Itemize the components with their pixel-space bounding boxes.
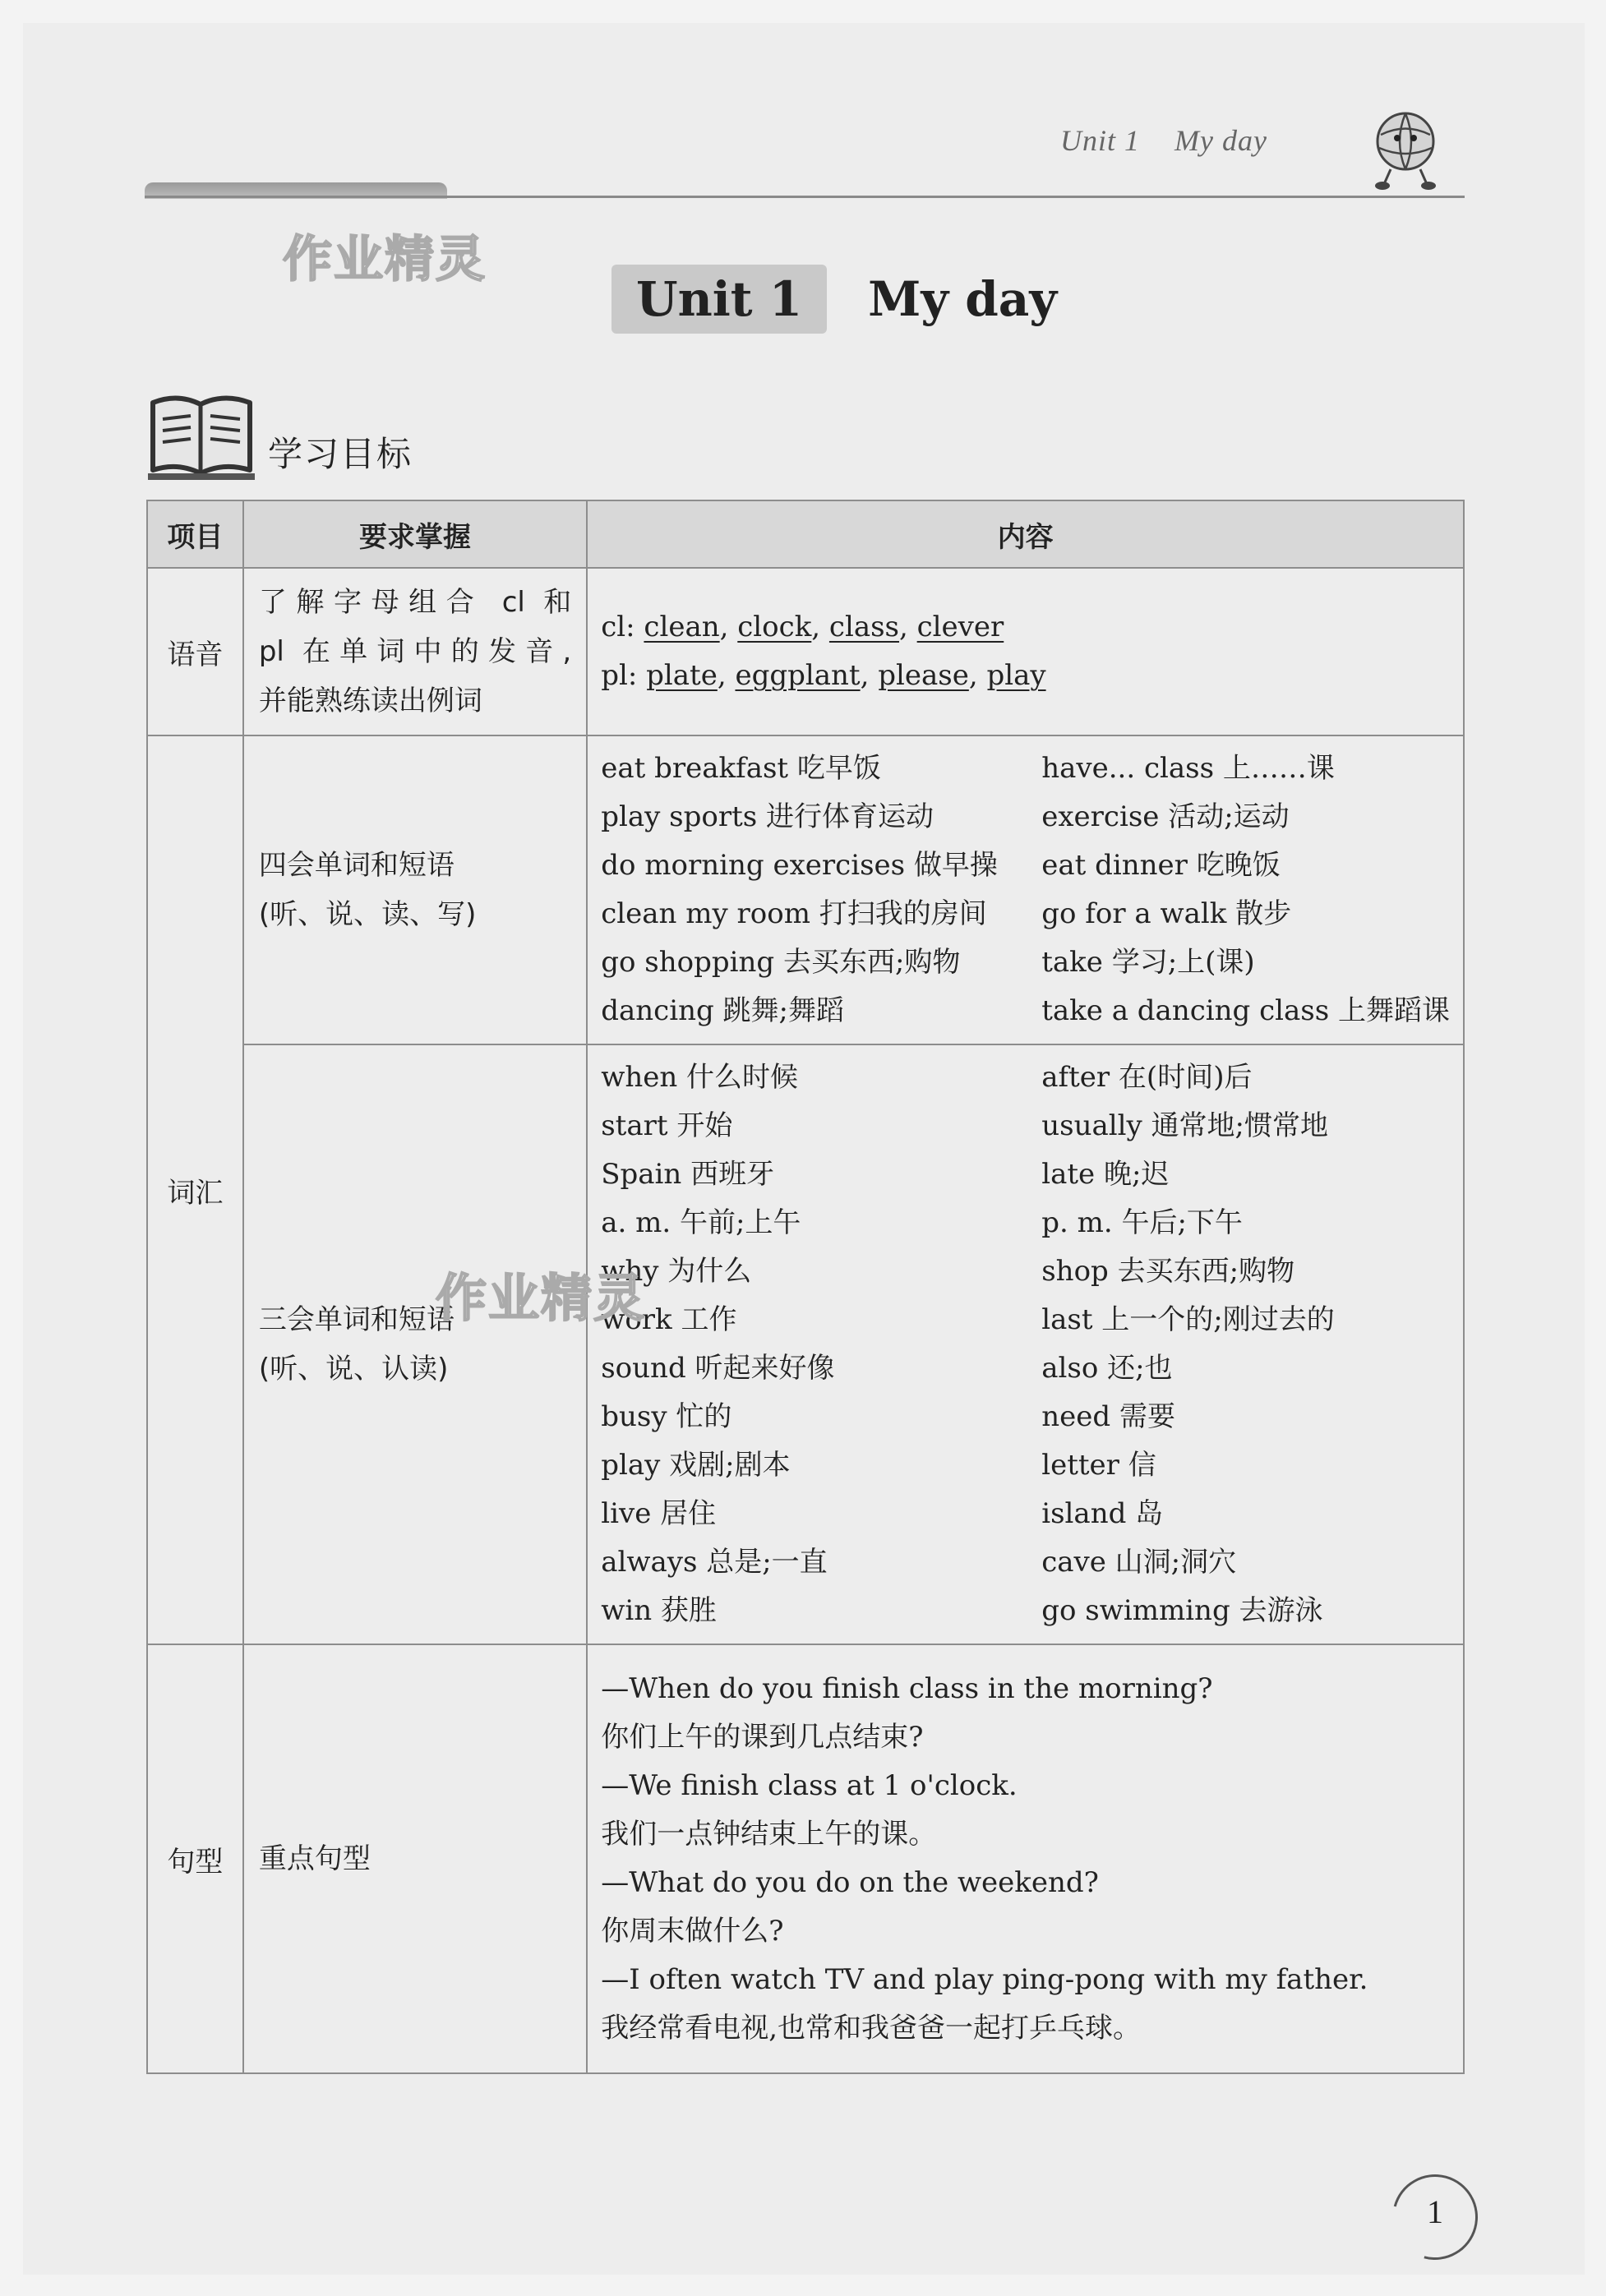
vocab-item: go swimming 去游泳 — [1041, 1594, 1323, 1627]
vocab-item: go shopping 去买东西;购物 — [601, 946, 961, 979]
category-vocab: 词汇 — [147, 735, 243, 1644]
vocab-item: why 为什么 — [601, 1255, 752, 1288]
content-four-skills — [587, 735, 1464, 1044]
content-sentences — [587, 1644, 1464, 2073]
cl-prefix: cl: — [601, 611, 635, 643]
vocab-item: dancing 跳舞;舞蹈 — [601, 994, 845, 1027]
pl-word: plate — [646, 659, 718, 692]
requirement-line: 三会单词和短语 — [258, 1303, 455, 1336]
vocab-item: clean my room 打扫我的房间 — [601, 897, 987, 930]
vocab-item: shop 去买东西;购物 — [1041, 1255, 1295, 1288]
header-requirement: 要求掌握 — [243, 500, 587, 568]
header-item: 项目 — [147, 500, 243, 568]
sentence-line: 我经常看电视,也常和我爸爸一起打乒乓球。 — [601, 2012, 1142, 2045]
running-header-unit: Unit 1 — [1060, 124, 1141, 157]
sentence-line: —What do you do on the weekend? — [601, 1866, 1099, 1899]
vocab-item: have... class 上……课 — [1041, 752, 1335, 785]
requirement-line: 并能熟练读出例词 — [258, 685, 482, 717]
watermark: 作业精灵 — [283, 231, 487, 288]
vocab-item: letter 信 — [1041, 1449, 1156, 1482]
vocab-item: Spain 西班牙 — [601, 1158, 775, 1191]
vocab-item: work 工作 — [601, 1303, 737, 1336]
sentence-line: 我们一点钟结束上午的课。 — [601, 1818, 937, 1851]
title-name: My day — [868, 271, 1058, 327]
table-row-vocab-three — [147, 1044, 1464, 1644]
vocab-item: busy 忙的 — [601, 1400, 732, 1433]
title-unit: Unit 1 — [611, 265, 827, 334]
page-number: 1 — [1427, 2193, 1443, 2230]
category-sentences: 句型 — [147, 1644, 243, 2073]
cl-word: clever — [916, 611, 1004, 643]
vocab-item: island 岛 — [1041, 1497, 1164, 1530]
sentence-line: —When do you finish class in the morning? — [601, 1672, 1213, 1705]
running-header-topic: My day — [1175, 124, 1267, 157]
section-title: 学习目标 — [268, 434, 413, 474]
vocab-item: need 需要 — [1041, 1400, 1175, 1433]
sentence-line: —We finish class at 1 o'clock. — [601, 1769, 1018, 1802]
page-title — [611, 265, 1057, 334]
mascot-globe-icon — [1364, 102, 1447, 192]
sentence-line: —I often watch TV and play ping-pong with my father. — [601, 1963, 1368, 1996]
requirement-line: (听、说、读、写) — [258, 898, 477, 931]
vocab-item: eat dinner 吃晚饭 — [1041, 849, 1281, 882]
vocab-item: always 总是;一直 — [601, 1546, 828, 1579]
pl-prefix: pl: — [601, 659, 638, 692]
cl-word: clock — [737, 611, 812, 643]
requirement-phonics — [243, 568, 587, 735]
requirement-line: 了解字母组合 cl 和 — [258, 586, 572, 619]
requirement-line: 四会单词和短语 — [258, 849, 455, 882]
requirement-line: pl 在单词中的发音, — [258, 635, 572, 668]
content-three-skills — [587, 1044, 1464, 1644]
requirement-line: (听、说、认读) — [258, 1353, 449, 1385]
vocab-item: late 晚;迟 — [1041, 1158, 1170, 1191]
vocab-item: sound 听起来好像 — [601, 1352, 835, 1385]
vocab-item: win 获胜 — [601, 1594, 717, 1627]
pl-word: please — [878, 659, 969, 692]
table-row-vocab-four — [147, 735, 1464, 1044]
vocab-item: a. m. 午前;上午 — [601, 1206, 801, 1239]
open-book-icon — [148, 391, 255, 482]
header-content: 内容 — [587, 500, 1464, 568]
requirement-four-skills — [243, 735, 587, 1044]
vocab-item: play 戏剧;剧本 — [601, 1449, 791, 1482]
sentence-line: 你周末做什么? — [601, 1915, 784, 1948]
requirement-sentences: 重点句型 — [243, 1644, 587, 2073]
learning-goals-table — [146, 500, 1465, 2074]
vocab-item: play sports 进行体育运动 — [601, 800, 935, 833]
running-header — [1060, 123, 1267, 158]
vocab-item: go for a walk 散步 — [1041, 897, 1292, 930]
vocab-item: cave 山洞;洞穴 — [1041, 1546, 1237, 1579]
table-header-row — [147, 500, 1464, 568]
cl-word: class — [828, 611, 900, 643]
vocab-item: usually 通常地;惯常地 — [1041, 1109, 1328, 1142]
vocab-item: eat breakfast 吃早饭 — [601, 752, 881, 785]
vocab-item: live 居住 — [601, 1497, 717, 1530]
vocab-item: exercise 活动;运动 — [1041, 800, 1290, 833]
vocab-item: take 学习;上(课) — [1041, 946, 1255, 979]
pl-words-line: pl: plate, eggplant, please, play — [601, 659, 1046, 692]
sentence-line: 你们上午的课到几点结束? — [601, 1721, 924, 1754]
vocab-item: last 上一个的;刚过去的 — [1041, 1303, 1335, 1336]
cl-word: clean — [644, 611, 720, 643]
vocab-item: start 开始 — [601, 1109, 733, 1142]
vocab-item: when 什么时候 — [601, 1061, 799, 1094]
requirement-three-skills — [243, 1044, 587, 1644]
category-phonics: 语音 — [147, 568, 243, 735]
vocab-item: do morning exercises 做早操 — [601, 849, 998, 882]
watermark: 作业精灵 — [436, 1268, 647, 1328]
table-row-sentences — [147, 1644, 1464, 2073]
vocab-item: after 在(时间)后 — [1041, 1061, 1253, 1094]
header-rule — [145, 196, 1465, 198]
vocab-item: also 还;也 — [1041, 1352, 1173, 1385]
cl-words-line: cl: clean, clock, class, clever — [601, 611, 1004, 643]
vocab-item: p. m. 午后;下午 — [1041, 1206, 1243, 1239]
vocab-item: take a dancing class 上舞蹈课 — [1041, 994, 1450, 1027]
content-phonics — [587, 568, 1464, 735]
table-row-phonics — [147, 568, 1464, 735]
pl-word: play — [986, 659, 1046, 692]
pl-word: eggplant — [735, 659, 861, 692]
